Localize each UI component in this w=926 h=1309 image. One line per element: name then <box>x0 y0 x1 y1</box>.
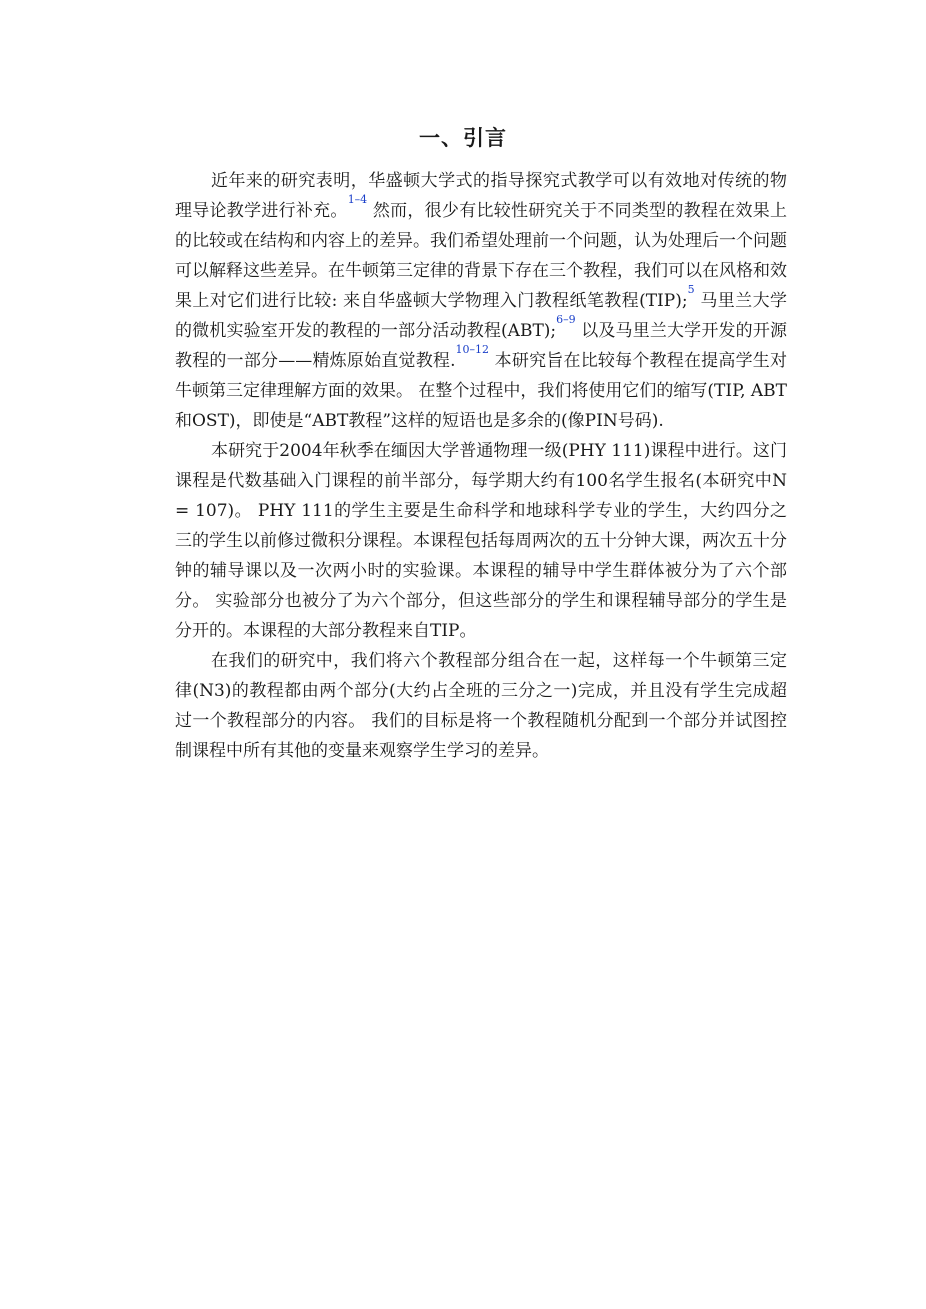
paragraph-text: 本研究旨在比较每个教程在提高学生对牛顿第三定律理解方面的效果。 在整个过程中，我们将使用它们的缩写(TIP, ABT和OST)，即使是“ABT教程”这样的短语也是多余的(像PIN号码). <box>175 351 788 431</box>
paragraph-text: 马里兰大学的微机实验室开发的教程的一部分活动教程(ABT); <box>175 291 787 341</box>
citation-link[interactable]: 10–12 <box>455 343 490 356</box>
section-heading: 一、引言 <box>419 125 507 150</box>
paragraph-3 <box>175 646 787 766</box>
paragraph-text: 本研究于2004年秋季在缅因大学普通物理一级(PHY 111)课程中进行。这门课程是代数基础入门课程的前半部分，每学期大约有100名学生报名(本研究中N = 107)。 PHY 111的学生主要是生命科学和地球科学专业的学生，大约四分之三的学生以前修过微积分课程。本课程包括每周两次的五十分钟大课，两次五十分钟的辅导课以及一次两小时的实验课。本课程的辅导中学生群体被分为了六个部分。 实验部分也被分了为六个部分，但这些部分的学生和课程辅导部分的学生是分开的。本课程的大部分教程来自TIP。 <box>175 441 787 641</box>
paragraph-1 <box>175 166 787 436</box>
paragraph-2 <box>175 436 787 646</box>
paragraph-text: 近年来的研究表明，华盛顿大学式的指导探究式教学可以有效地对传统的物理导论教学进行补充。 <box>175 171 787 221</box>
paragraph-text: 以及马里兰大学开发的开源教程的一部分——精炼原始直觉教程. <box>175 321 787 371</box>
citation-link[interactable]: 6–9 <box>556 313 576 326</box>
citation-link[interactable]: 1–4 <box>347 193 368 206</box>
introduction-body <box>175 166 787 766</box>
citation-link[interactable]: 5 <box>687 283 695 296</box>
paragraph-text: 在我们的研究中，我们将六个教程部分组合在一起，这样每一个牛顿第三定律(N3)的教程都由两个部分(大约占全班的三分之一)完成，并且没有学生完成超过一个教程部分的内容。 我们的目标是将一个教程随机分配到一个部分并试图控制课程中所有其他的变量来观察学生学习的差异。 <box>175 651 787 761</box>
paragraph-text: 然而，很少有比较性研究关于不同类型的教程在效果上的比较或在结构和内容上的差异。我们希望处理前一个问题，认为处理后一个问题可以解释这些差异。在牛顿第三定律的背景下存在三个教程，我们可以在风格和效果上对它们进行比较: 来自华盛顿大学物理入门教程纸笔教程(TIP); <box>175 201 788 311</box>
